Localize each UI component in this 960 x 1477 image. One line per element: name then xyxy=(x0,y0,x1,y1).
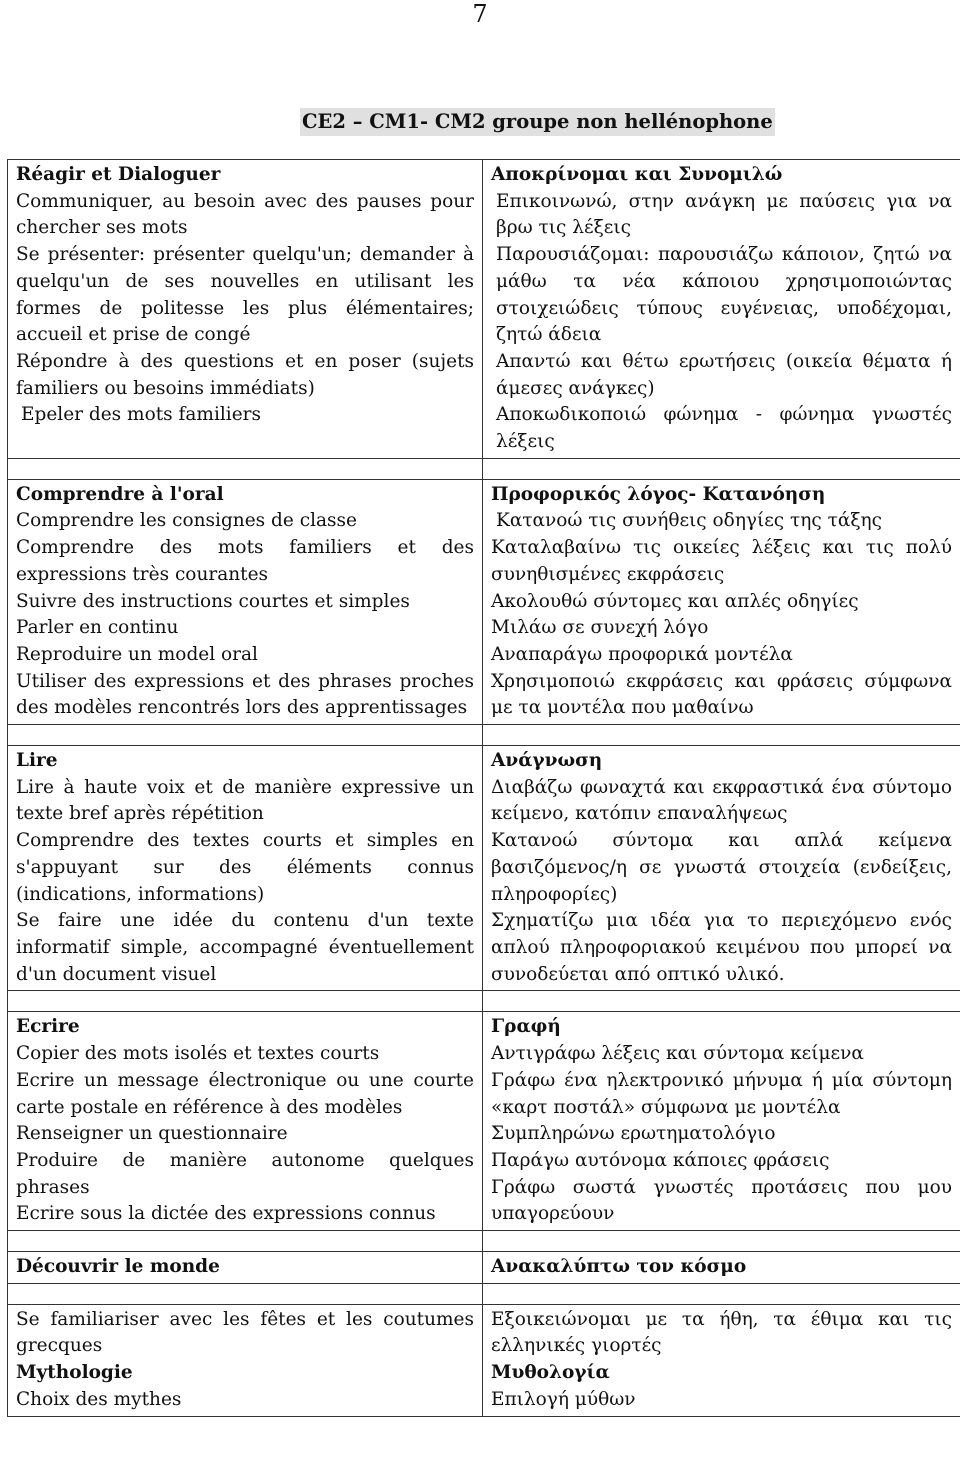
spacer-cell xyxy=(8,991,483,1012)
list-item-fr: Utiliser des expressions et des phrases proches des modèles rencontrés lors des apprentissages xyxy=(16,670,474,719)
list-item-fr: Lire à haute voix et de manière expressive un texte bref après répétition xyxy=(16,776,474,825)
list-item-fr: Se familiariser avec les fêtes et les coutumes grecques xyxy=(16,1308,474,1357)
list-item-gr: Χρησιμοποιώ εκφράσεις και φράσεις σύμφωνα με τα μοντέλα που μαθαίνω xyxy=(491,670,952,719)
list-item-gr: Παράγω αυτόνομα κάποιες φράσεις xyxy=(491,1149,830,1171)
list-item-gr: Αντιγράφω λέξεις και σύντομα κείμενα xyxy=(491,1043,864,1065)
list-item-fr: Comprendre des mots familiers et des expressions très courantes xyxy=(16,537,474,585)
list-item-gr: Συμπληρώνω ερωτηματολόγιο xyxy=(491,1123,776,1145)
section-title-fr: Lire xyxy=(16,750,58,772)
gr-cell xyxy=(483,479,960,724)
gr-cell xyxy=(483,1012,960,1231)
subsection-title-fr: Mythologie xyxy=(16,1362,133,1384)
spacer-cell xyxy=(483,1231,960,1252)
spacer-cell xyxy=(8,1231,483,1252)
list-item-gr: Επικοινωνώ, στην ανάγκη με παύσεις για να βρω τις λέξεις xyxy=(496,190,952,239)
spacer-cell xyxy=(483,725,960,746)
section-title-fr: Comprendre à l'oral xyxy=(16,483,224,505)
fr-cell xyxy=(8,1252,483,1284)
fr-cell xyxy=(8,160,483,459)
spacer-cell xyxy=(8,1283,483,1304)
list-item-fr: Communiquer, au besoin avec des pauses pour chercher ses mots xyxy=(16,190,474,239)
fr-cell xyxy=(8,1012,483,1231)
section-title-fr: Réagir et Dialoguer xyxy=(16,164,221,185)
section-title-fr: Ecrire xyxy=(16,1016,80,1038)
list-item-fr: Reproduire un model oral xyxy=(16,643,258,665)
section-title-gr: Ανακαλύπτω τον κόσμο xyxy=(491,1256,747,1278)
fr-cell xyxy=(8,1304,483,1416)
spacer-cell xyxy=(483,458,960,479)
section-title-gr: Γραφή xyxy=(491,1016,561,1038)
curriculum-table xyxy=(7,159,960,1417)
spacer-cell xyxy=(8,725,483,746)
subsection-title-gr: Μυθολογία xyxy=(491,1362,610,1384)
section-title-gr: Αποκρίνομαι και Συνομιλώ xyxy=(491,164,783,185)
list-item-gr: Ακολουθώ σύντομες και απλές οδηγίες xyxy=(491,590,859,612)
section-row-decouvrir xyxy=(8,1252,960,1284)
list-item-fr: Produire de manière autonome quelques phrases xyxy=(16,1149,474,1198)
list-item-fr: Suivre des instructions courtes et simples xyxy=(16,590,410,612)
list-item-fr: Répondre à des questions et en poser (sujets familiers ou besoins immédiats) xyxy=(16,350,474,399)
spacer-cell xyxy=(8,458,483,479)
section-title-gr: Προφορικός λόγος- Κατανόηση xyxy=(491,483,826,505)
gr-cell xyxy=(483,1304,960,1416)
fr-cell xyxy=(8,479,483,724)
section-row-lire xyxy=(8,746,960,991)
spacer-cell xyxy=(483,1283,960,1304)
list-item-fr: Ecrire un message électronique ou une courte carte postale en référence à des modèles xyxy=(16,1069,474,1118)
gr-cell xyxy=(483,746,960,991)
page-number: 7 xyxy=(472,0,488,28)
list-item-gr: Γράφω σωστά γνωστές προτάσεις που μου υπαγορεύουν xyxy=(491,1176,952,1225)
fr-cell xyxy=(8,746,483,991)
section-row-mythologie xyxy=(8,1304,960,1416)
section-row-ecrire xyxy=(8,1012,960,1231)
list-item-gr: Αποκωδικοποιώ φώνημα - φώνημα γνωστές λέξεις xyxy=(496,404,952,453)
section-title-gr: Ανάγνωση xyxy=(491,750,603,772)
list-item-fr: Parler en continu xyxy=(16,617,179,639)
list-item-fr: Copier des mots isolés et textes courts xyxy=(16,1043,380,1065)
list-item-gr: Εξοικειώνομαι με τα ήθη, τα έθιμα και τις ελληνικές γιορτές xyxy=(491,1308,952,1357)
spacer-cell xyxy=(483,991,960,1012)
section-row-comprendre xyxy=(8,479,960,724)
page-title: CE2 – CM1- CM2 groupe non hellénophone xyxy=(300,108,775,136)
gr-cell xyxy=(483,160,960,459)
list-item-fr: Se présenter: présenter quelqu'un; demander à quelqu'un de ses nouvelles en utilisant les formes de politesse les plus élémentaires; accueil et prise de congé xyxy=(16,244,474,346)
list-item-fr: Comprendre des textes courts et simples en s'appuyant sur des éléments connus (indications, informations) xyxy=(16,830,474,905)
section-row-reagir xyxy=(8,160,960,459)
list-item-gr: Αναπαράγω προφορικά μοντέλα xyxy=(491,643,793,665)
list-item-gr: Παρουσιάζομαι: παρουσιάζω κάποιον, ζητώ να μάθω τα νέα κάποιου χρησιμοποιώντας στοιχειώδεις τύπους ευγένειας, υποδέχομαι, ζητώ άδεια xyxy=(496,244,952,346)
list-item-gr: Γράφω ένα ηλεκτρονικό μήνυμα ή μία σύντομη «καρτ ποστάλ» σύμφωνα με μοντέλα xyxy=(491,1069,952,1118)
list-item-gr: Επιλογή μύθων xyxy=(491,1388,636,1410)
section-title-fr: Découvrir le monde xyxy=(16,1256,220,1278)
list-item-gr: Κατανοώ σύντομα και απλά κείμενα βασιζόμενος/η σε γνωστά στοιχεία (ενδείξεις, πληροφορίες) xyxy=(491,830,952,905)
list-item-fr: Epeler des mots familiers xyxy=(21,404,261,426)
list-item-fr: Choix des mythes xyxy=(16,1388,182,1410)
list-item-gr: Κατανοώ τις συνήθεις οδηγίες της τάξης xyxy=(496,510,882,532)
list-item-fr: Se faire une idée du contenu d'un texte informatif simple, accompagné éventuellement d'un document visuel xyxy=(16,910,474,985)
list-item-gr: Μιλάω σε συνεχή λόγο xyxy=(491,617,709,639)
list-item-gr: Καταλαβαίνω τις οικείες λέξεις και τις πολύ συνηθισμένες εκφράσεις xyxy=(491,537,952,585)
list-item-fr: Ecrire sous la dictée des expressions connus xyxy=(16,1203,436,1225)
list-item-gr: Διαβάζω φωναχτά και εκφραστικά ένα σύντομο κείμενο, κατόπιν επαναλήψεως xyxy=(491,776,952,825)
list-item-fr: Renseigner un questionnaire xyxy=(16,1123,288,1145)
list-item-gr: Σχηματίζω μια ιδέα για το περιεχόμενο ενός απλού πληροφοριακού κειμένου που μπορεί να συνοδεύεται από οπτικό υλικό. xyxy=(491,910,952,985)
list-item-gr: Απαντώ και θέτω ερωτήσεις (οικεία θέματα ή άμεσες ανάγκες) xyxy=(496,350,952,399)
list-item-fr: Comprendre les consignes de classe xyxy=(16,510,357,532)
gr-cell xyxy=(483,1252,960,1284)
